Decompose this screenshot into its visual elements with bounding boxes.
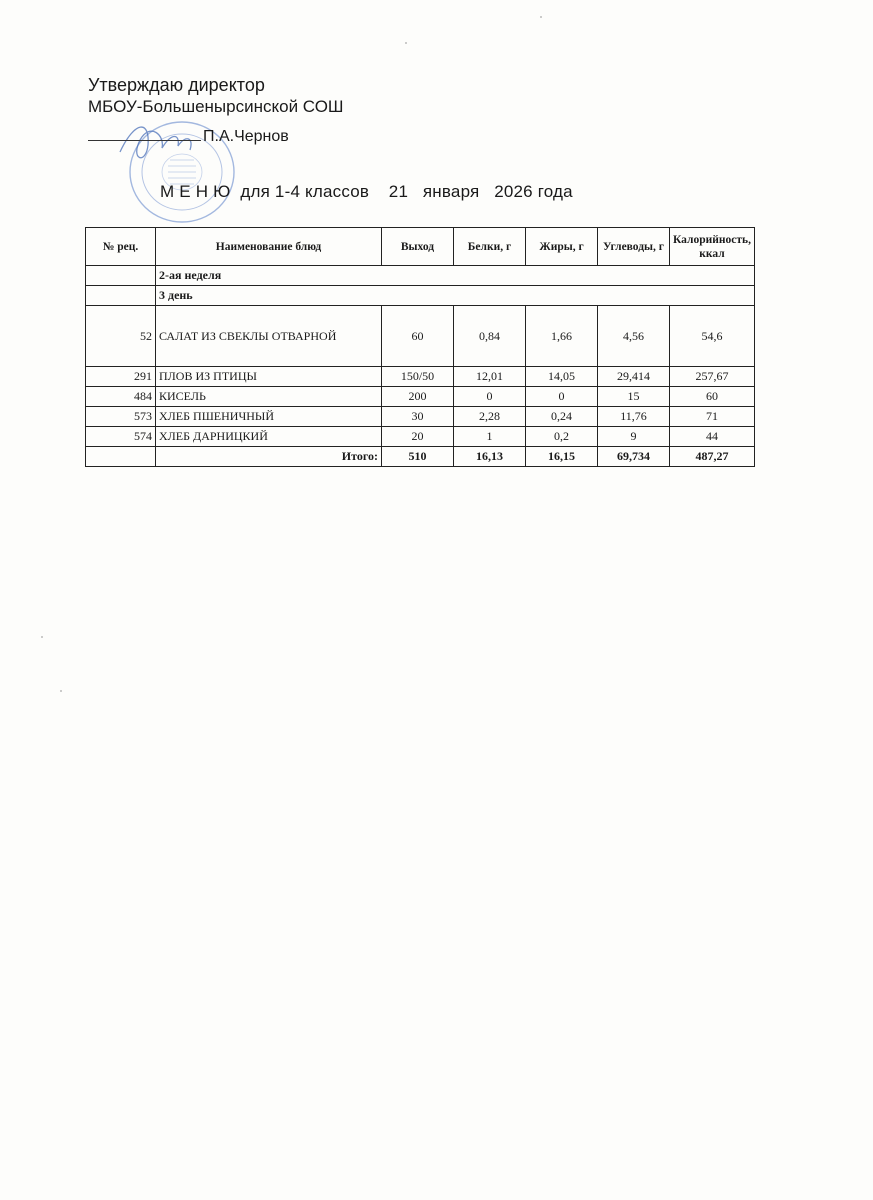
total-kcal: 487,27 (670, 447, 755, 467)
dish-yield: 150/50 (382, 367, 454, 387)
rec-number: 484 (86, 387, 156, 407)
dish-name: САЛАТ ИЗ СВЕКЛЫ ОТВАРНОЙ (156, 306, 382, 367)
scan-speck (540, 16, 542, 18)
approval-title: Утверждаю директор (88, 75, 265, 95)
dish-yield: 30 (382, 407, 454, 427)
dish-fat: 0 (526, 387, 598, 407)
dish-kcal: 44 (670, 427, 755, 447)
dish-fat: 1,66 (526, 306, 598, 367)
dish-yield: 60 (382, 306, 454, 367)
day-row (86, 286, 755, 306)
total-carbs: 69,734 (598, 447, 670, 467)
dish-protein: 0 (454, 387, 526, 407)
signer-name: П.А.Чернов (203, 128, 289, 145)
total-label: Итого: (156, 447, 382, 467)
rec-number: 52 (86, 306, 156, 367)
dish-fat: 0,24 (526, 407, 598, 427)
dish-carbs: 9 (598, 427, 670, 447)
scan-speck (60, 690, 62, 692)
dish-carbs: 11,76 (598, 407, 670, 427)
dish-fat: 14,05 (526, 367, 598, 387)
scan-speck (405, 42, 407, 44)
header-name: Наименование блюд (156, 228, 382, 266)
rec-number: 291 (86, 367, 156, 387)
dish-kcal: 71 (670, 407, 755, 427)
dish-protein: 0,84 (454, 306, 526, 367)
week-label: 2-ая неделя (156, 266, 755, 286)
header-carbs: Углеводы, г (598, 228, 670, 266)
table-header-row (86, 228, 755, 266)
dish-kcal: 257,67 (670, 367, 755, 387)
school-name: МБОУ-Большенырсинской СОШ (88, 97, 344, 116)
dish-name: ПЛОВ ИЗ ПТИЦЫ (156, 367, 382, 387)
rec-number: 573 (86, 407, 156, 427)
dish-kcal: 54,6 (670, 306, 755, 367)
dish-name: КИСЕЛЬ (156, 387, 382, 407)
total-fat: 16,15 (526, 447, 598, 467)
dish-fat: 0,2 (526, 427, 598, 447)
menu-table (85, 227, 755, 467)
table-row (86, 367, 755, 387)
dish-protein: 1 (454, 427, 526, 447)
header-yield: Выход (382, 228, 454, 266)
total-yield: 510 (382, 447, 454, 467)
dish-carbs: 4,56 (598, 306, 670, 367)
day-label: 3 день (156, 286, 755, 306)
page-title: М Е Н Ю для 1-4 классов 21 января 2026 года (160, 182, 573, 201)
dish-yield: 20 (382, 427, 454, 447)
table-row (86, 387, 755, 407)
table-row (86, 427, 755, 447)
header-protein: Белки, г (454, 228, 526, 266)
table-row (86, 407, 755, 427)
rec-number: 574 (86, 427, 156, 447)
dish-protein: 12,01 (454, 367, 526, 387)
dish-kcal: 60 (670, 387, 755, 407)
dish-yield: 200 (382, 387, 454, 407)
signature-underline (88, 140, 201, 141)
table-row (86, 306, 755, 367)
header-kcal: Калорийность, ккал (670, 228, 755, 266)
scan-speck (41, 636, 43, 638)
header-fat: Жиры, г (526, 228, 598, 266)
dish-name: ХЛЕБ ДАРНИЦКИЙ (156, 427, 382, 447)
header-rec: № рец. (86, 228, 156, 266)
total-row (86, 447, 755, 467)
signature-line (88, 128, 289, 146)
dish-name: ХЛЕБ ПШЕНИЧНЫЙ (156, 407, 382, 427)
dish-carbs: 29,414 (598, 367, 670, 387)
total-protein: 16,13 (454, 447, 526, 467)
dish-protein: 2,28 (454, 407, 526, 427)
dish-carbs: 15 (598, 387, 670, 407)
week-row (86, 266, 755, 286)
